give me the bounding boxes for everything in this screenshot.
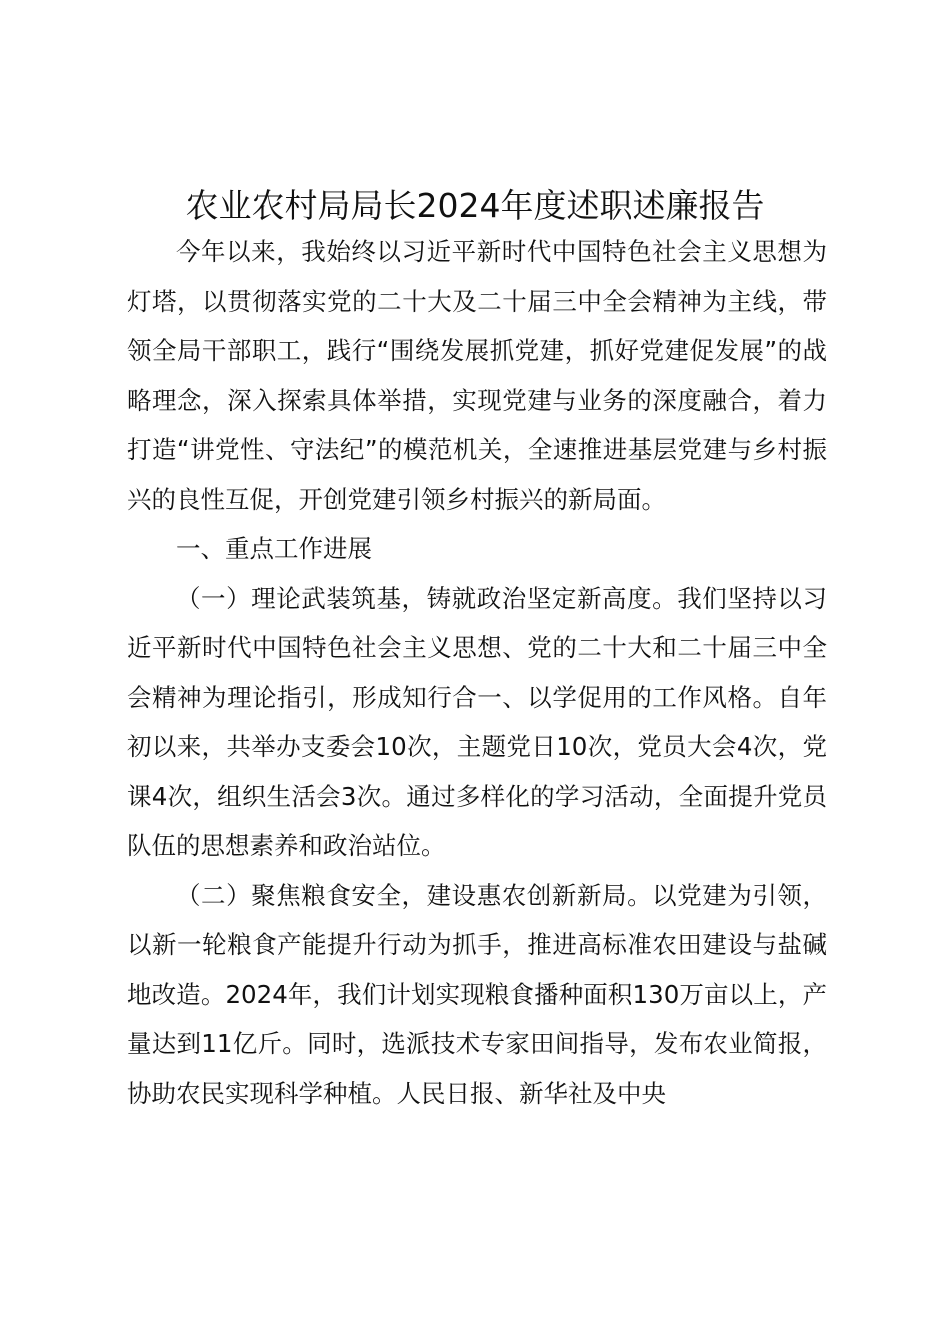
document-title: 农业农村局局长2024年度述职述廉报告 — [185, 186, 765, 225]
document-body — [127, 227, 827, 1118]
intro-paragraph: 今年以来，我始终以习近平新时代中国特色社会主义思想为灯塔，以贯彻落实党的二十大及二十届三中全会精神为主线，带领全局干部职工，践行“围绕发展抓党建，抓好党建促发展”的战略理念，深入探索具体举措，实现党建与业务的深度融合，着力打造“讲党性、守法纪”的模范机关，全速推进基层党建与乡村振兴的良性互促，开创党建引领乡村振兴的新局面。 — [127, 237, 827, 514]
section-heading: 一、重点工作进展 — [176, 534, 372, 563]
section-paragraph-2: （二）聚焦粮食安全，建设惠农创新新局。以党建为引领，以新一轮粮食产能提升行动为抓手，推进高标准农田建设与盐碱地改造。2024年，我们计划实现粮食播种面积130万亩以上，产量达到11亿斤。同时，选派技术专家田间指导，发布农业简报，协助农民实现科学种植。人民日报、新华社及中央 — [127, 880, 827, 1108]
section-paragraph-1: （一）理论武装筑基，铸就政治坚定新高度。我们坚持以习近平新时代中国特色社会主义思想、党的二十大和二十届三中全会精神为理论指引，形成知行合一、以学促用的工作风格。自年初以来，共举办支委会10次，主题党日10次，党员大会4次，党课4次，组织生活会3次。通过多样化的学习活动，全面提升党员队伍的思想素养和政治站位。 — [127, 583, 827, 860]
